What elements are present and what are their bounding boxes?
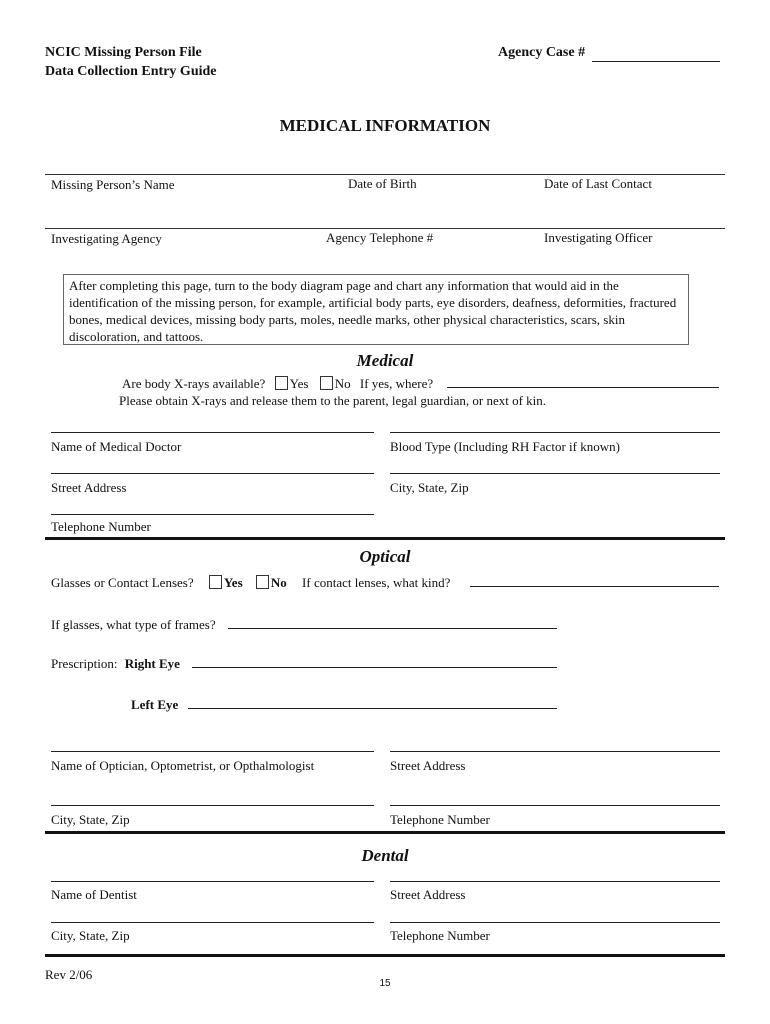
section-divider <box>45 954 725 957</box>
optician-phone-label: Telephone Number <box>390 812 490 827</box>
right-eye-label: Right Eye <box>124 656 180 671</box>
optician-phone-field[interactable] <box>390 805 720 806</box>
dentist-field[interactable] <box>51 881 374 882</box>
optician-label: Name of Optician, Optometrist, or Opthalmologist <box>51 758 315 773</box>
left-eye-label: Left Eye <box>131 697 179 712</box>
dentist-city-label: City, State, Zip <box>51 928 130 943</box>
xray-no-label: No <box>334 376 351 391</box>
agency-case-label: Agency Case # <box>498 45 586 60</box>
optician-street-label: Street Address <box>390 758 466 773</box>
blood-type-field[interactable] <box>390 432 720 433</box>
page-title: MEDICAL INFORMATION <box>279 116 491 135</box>
revision-label: Rev 2/06 <box>45 967 93 982</box>
dentist-street-field[interactable] <box>390 881 720 882</box>
contacts-kind-label: If contact lenses, what kind? <box>302 575 451 590</box>
section-divider <box>45 831 725 834</box>
prescription-label: Prescription: <box>51 656 118 671</box>
page-number: 15 <box>379 978 391 989</box>
dentist-label: Name of Dentist <box>51 887 137 902</box>
dentist-street-label: Street Address <box>390 887 466 902</box>
blood-type-label: Blood Type (Including RH Factor if known) <box>390 439 620 454</box>
xray-where-field[interactable] <box>447 387 719 388</box>
medical-heading: Medical <box>356 351 414 370</box>
left-eye-field[interactable] <box>188 708 557 709</box>
instruction-box: After completing this page, turn to the body diagram page and chart any information that would aid in the identification of the missing person, for example, artificial body parts, eye disorders, deafness, deformities, fractured bones, medical devices, missing body parts, moles, needle marks, other physical characteristics, scars, skin discoloration, and tattoos. <box>63 274 689 345</box>
xray-where-label: If yes, where? <box>359 376 434 391</box>
xray-yes-checkbox[interactable] <box>275 376 288 390</box>
doctor-street-label: Street Address <box>51 480 127 495</box>
dental-heading: Dental <box>361 846 409 865</box>
doctor-city-field[interactable] <box>390 473 720 474</box>
glasses-yes-label: Yes <box>223 575 243 590</box>
doctor-phone-field[interactable] <box>51 514 374 515</box>
officer-label: Investigating Officer <box>544 230 653 245</box>
last-contact-label: Date of Last Contact <box>544 176 652 191</box>
dentist-city-field[interactable] <box>51 922 374 923</box>
doctor-phone-label: Telephone Number <box>51 519 151 534</box>
frames-field[interactable] <box>228 628 557 629</box>
missing-name-field[interactable] <box>45 174 725 175</box>
optical-heading: Optical <box>359 547 411 566</box>
dentist-phone-field[interactable] <box>390 922 720 923</box>
glasses-question: Glasses or Contact Lenses? <box>51 575 194 590</box>
glasses-no-label: No <box>270 575 287 590</box>
header-title-line1: NCIC Missing Person File <box>45 45 202 60</box>
optician-city-field[interactable] <box>51 805 374 806</box>
agency-phone-label: Agency Telephone # <box>326 230 434 245</box>
xray-question: Are body X-rays available? <box>122 376 266 391</box>
contacts-kind-field[interactable] <box>470 586 719 587</box>
missing-name-label: Missing Person’s Name <box>51 177 175 192</box>
optician-street-field[interactable] <box>390 751 720 752</box>
xray-yes-label: Yes <box>289 376 309 391</box>
agency-label: Investigating Agency <box>51 231 162 246</box>
section-divider <box>45 537 725 540</box>
optician-city-label: City, State, Zip <box>51 812 130 827</box>
doctor-label: Name of Medical Doctor <box>51 439 182 454</box>
xray-obtain-note: Please obtain X-rays and release them to the parent, legal guardian, or next of kin. <box>119 393 547 408</box>
optician-field[interactable] <box>51 751 374 752</box>
glasses-yes-checkbox[interactable] <box>209 575 222 589</box>
glasses-no-checkbox[interactable] <box>256 575 269 589</box>
dentist-phone-label: Telephone Number <box>390 928 490 943</box>
frames-label: If glasses, what type of frames? <box>51 617 216 632</box>
agency-case-field[interactable] <box>592 61 720 62</box>
doctor-street-field[interactable] <box>51 473 374 474</box>
doctor-field[interactable] <box>51 432 374 433</box>
doctor-city-label: City, State, Zip <box>390 480 469 495</box>
header-title-line2: Data Collection Entry Guide <box>45 64 217 79</box>
agency-field[interactable] <box>45 228 725 229</box>
right-eye-field[interactable] <box>192 667 557 668</box>
dob-label: Date of Birth <box>348 176 417 191</box>
xray-no-checkbox[interactable] <box>320 376 333 390</box>
